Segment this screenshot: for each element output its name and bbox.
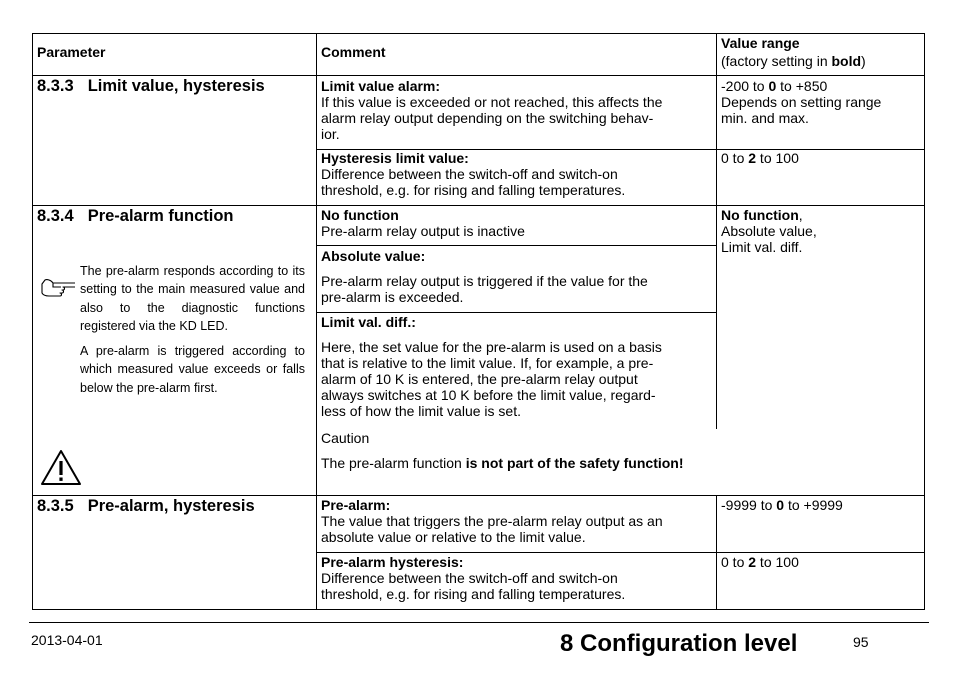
comment-heading: No function: [321, 207, 399, 223]
warning-triangle-icon: [40, 449, 82, 492]
comment-line: threshold, e.g. for rising and falling temperatures.: [321, 586, 626, 602]
section-835-hysteresis-range: 0 to 2 to 100: [721, 554, 799, 570]
comment-heading: Pre-alarm hysteresis:: [321, 554, 464, 570]
column-divider: [316, 33, 317, 610]
section-835-pre-alarm-range: -9999 to 0 to +9999: [721, 497, 843, 513]
section-834-title: 8.3.4 Pre-alarm function: [37, 207, 234, 225]
comment-line: less of how the limit value is set.: [321, 403, 521, 419]
comment-line: pre-alarm is exceeded.: [321, 289, 464, 305]
header-bottom-border: [32, 75, 925, 76]
table-bottom-border: [32, 609, 925, 610]
comment-line: always switches at 10 K before the limit value, regard-: [321, 387, 656, 403]
section-834-value-range: [721, 207, 817, 255]
section-834-absolute-comment: [321, 273, 648, 305]
header-factory-setting: (factory setting in bold): [721, 53, 866, 69]
section-835-title: 8.3.5 Pre-alarm, hysteresis: [37, 497, 255, 515]
comment-line: Pre-alarm relay output is triggered if the value for the: [321, 273, 648, 289]
value-range-line: Depends on setting range: [721, 94, 882, 110]
footer-chapter-title: 8 Configuration level: [560, 630, 798, 657]
section-833-limit-value-range: [721, 78, 881, 126]
footer-page-number: 95: [853, 634, 869, 650]
note-paragraph: The pre-alarm responds according to its setting to the main measured value and also to the diagnostic functions registered via the KD LED.: [80, 264, 305, 333]
comment-line: Difference between the switch-off and switch-on: [321, 570, 618, 586]
table-right-border: [924, 33, 925, 610]
table-top-border: [32, 33, 925, 34]
row-divider: [316, 312, 716, 313]
column-divider: [716, 33, 717, 429]
pre-alarm-note: [80, 262, 305, 397]
row-divider: [316, 552, 925, 553]
section-834-limit-diff-heading: Limit val. diff.:: [321, 314, 416, 330]
section-833-hysteresis-range: 0 to 2 to 100: [721, 150, 799, 166]
section-834-no-function-comment: [321, 207, 525, 239]
section-835-hysteresis-comment: [321, 554, 625, 602]
comment-line: ior.: [321, 126, 340, 142]
value-range-line: Limit val. diff.: [721, 239, 803, 255]
value-range-line: min. and max.: [721, 110, 809, 126]
comment-line: that is relative to the limit value. If, for example, a pre-: [321, 355, 654, 371]
section-divider: [32, 205, 925, 206]
section-835-pre-alarm-comment: [321, 497, 663, 545]
header-parameter: Parameter: [37, 44, 106, 60]
comment-line: Here, the set value for the pre-alarm is used on a basis: [321, 339, 662, 355]
comment-line: If this value is exceeded or not reached, this affects the: [321, 94, 663, 110]
comment-line: alarm of 10 K is entered, the pre-alarm relay output: [321, 371, 638, 387]
section-834-limit-diff-comment: [321, 339, 662, 419]
comment-line: The value that triggers the pre-alarm relay output as an: [321, 513, 663, 529]
section-divider: [32, 495, 925, 496]
header-comment: Comment: [321, 44, 386, 60]
comment-heading: Pre-alarm:: [321, 497, 391, 513]
value-range-line: Absolute value,: [721, 223, 817, 239]
section-833-hysteresis-comment: [321, 150, 625, 198]
comment-line: alarm relay output depending on the switching behav-: [321, 110, 654, 126]
comment-heading: Hysteresis limit value:: [321, 150, 469, 166]
comment-line: threshold, e.g. for rising and falling temperatures.: [321, 182, 626, 198]
value-range-line: No function,: [721, 207, 803, 223]
footer-date: 2013-04-01: [31, 632, 103, 648]
row-divider: [316, 245, 716, 246]
column-divider: [716, 495, 717, 610]
header-value-range: Value range: [721, 35, 800, 51]
section-834-absolute-heading: Absolute value:: [321, 248, 426, 264]
note-paragraph: A pre-alarm is triggered according to which measured value exceeds or falls below the pre-alarm first.: [80, 344, 305, 395]
table-left-border: [32, 33, 33, 610]
value-range-line: -200 to 0 to +850: [721, 78, 828, 94]
caution-title: Caution: [321, 430, 370, 446]
caution-text: The pre-alarm function is not part of the safety function!: [321, 455, 684, 471]
section-833-title: 8.3.3 Limit value, hysteresis: [37, 77, 265, 95]
comment-heading: Limit value alarm:: [321, 78, 441, 94]
comment-line: absolute value or relative to the limit value.: [321, 529, 586, 545]
pointing-hand-icon: [40, 276, 76, 303]
footer-rule: [29, 622, 929, 623]
comment-line: Pre-alarm relay output is inactive: [321, 223, 525, 239]
section-833-limit-value-comment: [321, 78, 662, 142]
comment-line: Difference between the switch-off and switch-on: [321, 166, 618, 182]
